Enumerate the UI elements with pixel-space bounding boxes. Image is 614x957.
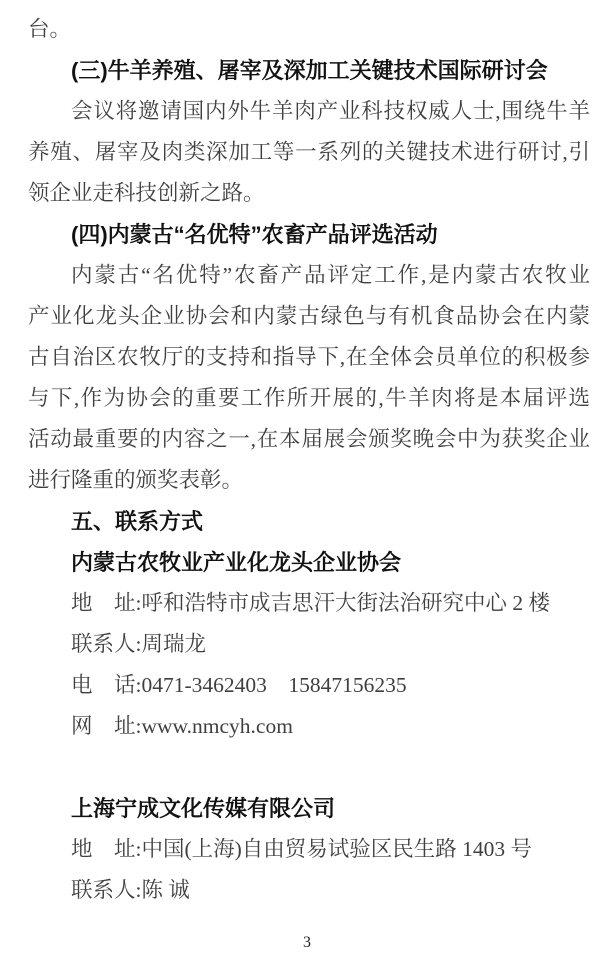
org-1-website-line: 网 址:www.nmcyh.com bbox=[71, 714, 293, 738]
section-4-heading: (四)内蒙古“名优特”农畜产品评选活动 bbox=[71, 222, 438, 247]
org-2-name: 上海宁成文化传媒有限公司 bbox=[71, 796, 336, 821]
section-3-line: 养殖、屠宰及肉类深加工等一系列的关键技术进行研讨,引 bbox=[28, 140, 590, 164]
section-3-line: 会议将邀请国内外牛羊肉产业科技权威人士,围绕牛羊 bbox=[71, 99, 590, 123]
org-1-name: 内蒙古农牧业产业化龙头企业协会 bbox=[71, 550, 402, 575]
section-3-line: 领企业走科技创新之路。 bbox=[28, 181, 265, 205]
page-number: 3 bbox=[303, 934, 311, 951]
section-4-line: 产业化龙头企业协会和内蒙古绿色与有机食品协会在内蒙 bbox=[28, 304, 590, 328]
org-1-contact-line: 联系人:周瑞龙 bbox=[71, 632, 206, 656]
org-2-address-line: 地 址:中国(上海)自由贸易试验区民生路 1403 号 bbox=[71, 837, 533, 861]
section-4-line: 进行隆重的颁奖表彰。 bbox=[28, 468, 244, 492]
org-1-phone-line: 电 话:0471-3462403 15847156235 bbox=[71, 673, 407, 697]
section-4-line: 活动最重要的内容之一,在本届展会颁奖晚会中为获奖企业 bbox=[28, 427, 590, 451]
intro-tail-line: 台。 bbox=[28, 17, 72, 41]
section-4-line: 古自治区农牧厅的支持和指导下,在全体会员单位的积极参 bbox=[28, 345, 590, 369]
section-4-line: 与下,作为协会的重要工作所开展的,牛羊肉将是本届评选 bbox=[28, 386, 590, 410]
section-3-heading: (三)牛羊养殖、屠宰及深加工关键技术国际研讨会 bbox=[71, 58, 548, 83]
section-5-heading: 五、联系方式 bbox=[71, 509, 204, 534]
org-2-contact-line: 联系人:陈 诚 bbox=[71, 878, 190, 902]
blank-line bbox=[28, 747, 590, 788]
org-1-address-line: 地 址:呼和浩特市成吉思汗大街法治研究中心 2 楼 bbox=[71, 591, 550, 615]
section-4-line: 内蒙古“名优特”农畜产品评定工作,是内蒙古农牧业 bbox=[71, 263, 590, 287]
